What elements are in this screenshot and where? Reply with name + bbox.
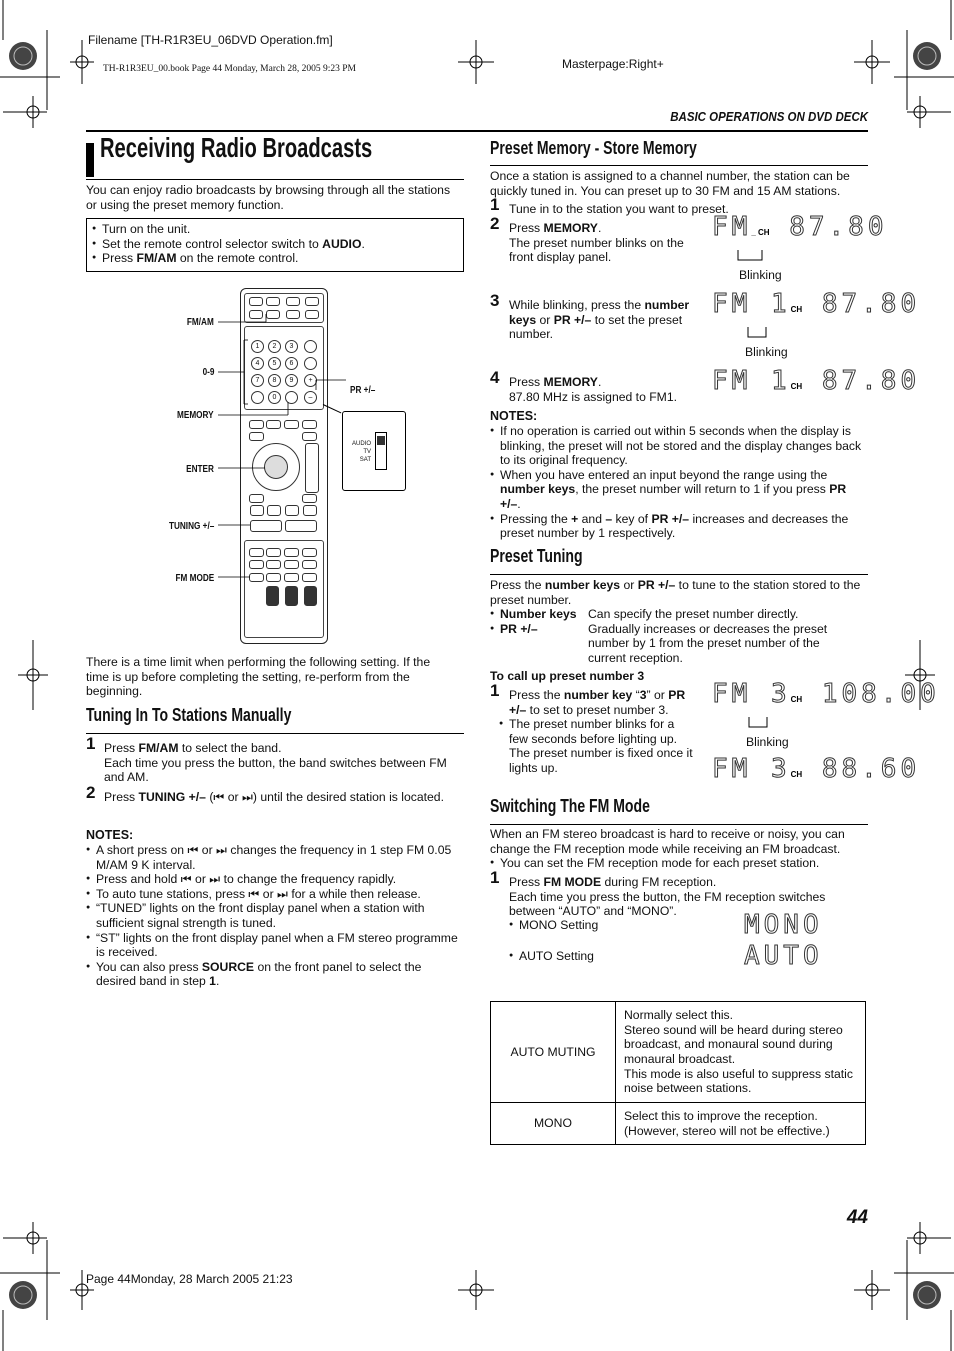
note-item: ● “TUNED” lights on the front display panel when a station with sufficient signal strength is tuned. — [86, 901, 464, 930]
prep-item: ● Set the remote control selector switch to AUDIO. — [92, 237, 463, 252]
step-number: 3 — [490, 291, 500, 310]
selector-labels: AUDIO TV SAT — [351, 441, 371, 463]
preset-step-4: Press MEMORY. 87.80 MHz is assigned to FM1. — [509, 375, 677, 404]
label-memory: MEMORY — [177, 410, 214, 421]
preset-tuning-heading: Preset Tuning — [490, 546, 583, 566]
label-enter: ENTER — [186, 464, 214, 475]
preset-intro: Once a station is assigned to a channel number, the station can be quickly tuned in. You can preset up to 30 FM and 15 AM stations. — [490, 169, 850, 198]
number-key: 3 — [285, 340, 298, 353]
auto-setting — [509, 949, 594, 964]
note-item: ● To auto tune stations, press ⏮ or ⏭ for a while then release. — [86, 887, 464, 902]
label-fm-am: FM/AM — [187, 317, 214, 328]
masterpage-label: Masterpage:Right+ — [562, 57, 664, 71]
mode-description: Select this to improve the reception. (However, stereo will not be effective.) — [616, 1103, 866, 1145]
selector-switch — [375, 432, 387, 470]
step-1-text: Press FM/AM to select the band. Each time you press the button, the band switches between FM and AM. — [104, 741, 447, 785]
notes-heading: NOTES: — [490, 409, 538, 423]
lcd-display: FM 3CH 88.60 — [712, 754, 921, 784]
mode-description: Normally select this. Stereo sound will be heard during stereo broadcast, and monaural sound during monaural broadcast. This mode is also useful to suppress static noise between stations. — [616, 1002, 866, 1103]
note-item: ● Press and hold ⏮ or ⏭ to change the frequency rapidly. — [86, 872, 464, 887]
page-number: 44 — [846, 1207, 868, 1228]
table-row — [491, 1103, 866, 1145]
note-item: ● You can also press SOURCE on the front panel to select the desired band in step 1. — [86, 960, 464, 989]
section-rule — [86, 733, 464, 734]
preset-notes-list — [490, 424, 868, 541]
title-rule — [86, 179, 464, 180]
definition-row: ● Number keys Can specify the preset number directly. — [490, 607, 868, 622]
preset-step-1: Tune in to the station you want to preset. — [509, 202, 729, 216]
label-tuning: TUNING +/– — [168, 521, 214, 532]
page-title: Receiving Radio Broadcasts — [100, 132, 373, 163]
title-bar-marker — [86, 143, 94, 177]
setting-item: ● MONO Setting — [509, 918, 598, 933]
fm-mode-step-1: Press FM MODE during FM reception. Each time you press the button, the FM reception switches between “AUTO” and “MONO”. — [509, 875, 826, 919]
blinking-label: Blinking — [745, 345, 788, 359]
step-number: 4 — [490, 368, 500, 387]
section-rule — [490, 824, 868, 825]
note-item: ● If no operation is carried out within 5 seconds when the display is blinking, the preset will not be stored and the display changes back to its original frequency. — [490, 424, 868, 468]
note-item: ● When you have entered an input beyond the range using the number keys, the preset number will return to 1 if you press PR +/–. — [490, 468, 868, 512]
note-item: ● A short press on ⏮ or ⏭ changes the frequency in 1 step FM 0.05 M/AM 9 K interval. — [86, 843, 464, 872]
footer-page-info: Page 44Monday, 28 March 2005 21:23 — [86, 1272, 293, 1286]
preset-memory-heading: Preset Memory - Store Memory — [490, 138, 697, 158]
section-header: BASIC OPERATIONS ON DVD DECK — [670, 110, 868, 124]
callup-step-1: Press the number key “3” or PR +/– to set to preset number 3. — [509, 688, 686, 717]
blinking-label: Blinking — [746, 735, 789, 749]
number-key: 8 — [268, 374, 281, 387]
callup-heading: To call up preset number 3 — [490, 669, 645, 683]
definition-list — [490, 607, 868, 665]
blink-bracket — [747, 717, 771, 731]
notes-heading: NOTES: — [86, 828, 134, 842]
section-rule — [490, 165, 868, 166]
note-item: ● “ST” lights on the front display panel when a FM stereo programme is received. — [86, 931, 464, 960]
step-number: 1 — [490, 195, 500, 214]
tuning-manual-heading: Tuning In To Stations Manually — [86, 705, 292, 725]
remote-leader-lines — [214, 300, 354, 590]
mode-cell: MONO — [491, 1103, 616, 1145]
fm-mode-heading: Switching The FM Mode — [490, 796, 650, 816]
prep-box — [86, 218, 464, 272]
time-limit-text: There is a time limit when performing the following setting. If the time is up before completing the setting, re-perform from the beginning. — [86, 655, 431, 699]
number-key: 5 — [268, 357, 281, 370]
number-key: 6 — [285, 357, 298, 370]
intro-text: You can enjoy radio broadcasts by browsing through all the stations or using the preset memory function. — [86, 183, 451, 212]
label-pr: PR +/– — [350, 385, 376, 396]
blink-bracket — [736, 250, 766, 264]
notes-list — [86, 843, 464, 989]
setting-item: ● AUTO Setting — [509, 949, 594, 964]
book-info: TH-R1R3EU_00.book Page 44 Monday, March 28, 2005 9:23 PM — [103, 64, 356, 74]
mode-cell: AUTO MUTING — [491, 1002, 616, 1103]
number-key: 1 — [251, 340, 264, 353]
blink-bracket — [746, 327, 770, 341]
section-rule — [490, 574, 868, 575]
label-fm-mode: FM MODE — [175, 573, 214, 584]
step-number: 1 — [490, 681, 500, 700]
lcd-auto: AUTO — [744, 941, 823, 971]
filename-label: Filename [TH-R1R3EU_06DVD Operation.fm] — [88, 33, 333, 47]
number-key: 0 — [268, 391, 281, 404]
note-item: ● Pressing the + and – key of PR +/– increases and decreases the preset number by 1 respectively. — [490, 512, 868, 541]
number-key: 2 — [268, 340, 281, 353]
note-item: ● You can set the FM reception mode for each preset station. — [490, 856, 868, 871]
fm-mode-table — [490, 1001, 866, 1145]
step-number: 1 — [86, 734, 96, 753]
fm-mode-note — [490, 856, 868, 871]
number-key: 4 — [251, 357, 264, 370]
lcd-display: FM 1CH 87.80 — [712, 289, 921, 319]
blinking-label: Blinking — [739, 268, 782, 282]
note-item: ● The preset number blinks for a few seconds before lighting up. The preset number is fixed once it lights up. — [499, 717, 695, 775]
table-row — [491, 1002, 866, 1103]
lcd-display: FM_ CH 87.80 — [712, 212, 888, 242]
number-key: 7 — [251, 374, 264, 387]
fm-mode-intro: When an FM stereo broadcast is hard to receive or noisy, you can change the FM reception mode while receiving an FM broadcast. — [490, 827, 845, 856]
pr-plus-button: + — [304, 374, 317, 387]
lcd-mono: MONO — [744, 910, 823, 940]
pr-minus-button: – — [304, 391, 317, 404]
step-number: 1 — [490, 868, 500, 887]
prep-item: ● Turn on the unit. — [92, 222, 463, 237]
number-key: 9 — [285, 374, 298, 387]
preset-step-3: While blinking, press the number keys or PR +/– to set the preset number. — [509, 298, 690, 342]
step-number: 2 — [86, 783, 96, 802]
prep-item: ● Press FM/AM on the remote control. — [92, 251, 463, 266]
label-0-9: 0-9 — [202, 367, 214, 378]
lcd-display: FM 3CH 108.00 — [712, 679, 940, 709]
callup-note — [499, 717, 695, 775]
step-number: 2 — [490, 214, 500, 233]
lcd-display: FM 1CH 87.80 — [712, 366, 921, 396]
preset-step-2: Press MEMORY. The preset number blinks on the front display panel. — [509, 221, 684, 265]
definition-row: ● PR +/– Gradually increases or decreases the preset number by 1 from the preset number of the current reception. — [490, 622, 868, 666]
step-2-text: Press TUNING +/– (⏮ or ⏭) until the desired station is located. — [104, 790, 444, 804]
mono-setting — [509, 918, 598, 933]
preset-tuning-intro: Press the number keys or PR +/– to tune to the station stored to the preset number. — [490, 578, 861, 607]
